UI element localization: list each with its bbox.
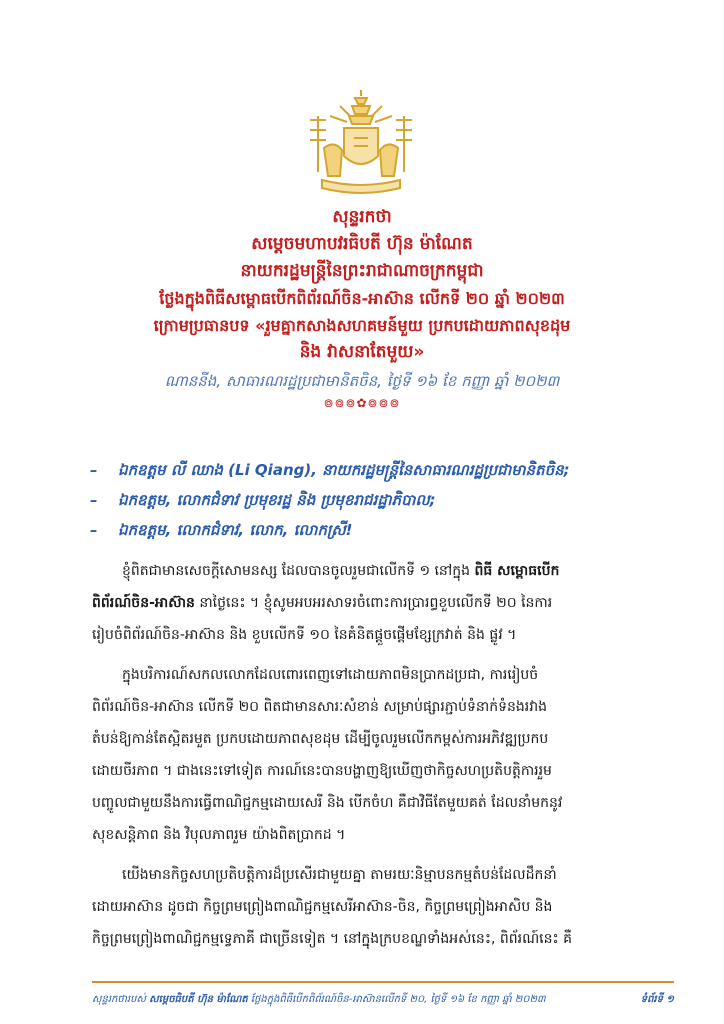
title-line-theme-end: និង វាសនាតែមួយ»: [299, 342, 425, 362]
paragraph-line: សុខសន្តិភាព និង វិបុលភាពរួម យ៉ាងពិតប្រាកដ ។: [92, 827, 346, 843]
paragraph-line: កិច្ចព្រមព្រៀងពាណិជ្ជកម្មទ្វេភាគី ជាច្រើនទៀត ។ នៅក្នុងក្របខណ្ឌទាំងអស់នេះ, ពិព័រណ៍នេះ គឺ: [92, 931, 572, 947]
salutation-text: ឯកឧត្តម, លោកជំទាវ ប្រមុខរដ្ឋ និង ប្រមុខរាជរដ្ឋាភិបាល;: [118, 491, 436, 509]
decorative-flourish: ៙៙៙✿៙៙៙: [323, 396, 401, 410]
salutation-dash: –: [90, 521, 98, 539]
title-line-speech: សុន្ទរកថា: [332, 207, 392, 227]
paragraph-2: [92, 659, 670, 851]
title-line-theme: ក្រោមប្រធានបទ «រួមគ្នាកសាងសហគមន៍មួយ ប្រកបដោយភាពសុខដុម: [153, 316, 571, 335]
title-line-speaker: សម្តេចមហាបវរធិបតី ហ៊ុន ម៉ាណែត: [251, 234, 473, 254]
salutation-text: ឯកឧត្តម, លោកជំទាវ, លោក, លោកស្រី!: [118, 521, 353, 539]
speech-body: [92, 555, 670, 963]
paragraph-line: ពិព័រណ៍ចិន-អាស៊ាន លើកទី ២០ ពិតជាមានសារៈសំខាន់ សម្រាប់ផ្សារភ្ជាប់ទំនាក់ទំនងរវាង: [92, 699, 547, 715]
text-run: នាថ្ងៃនេះ ។ ខ្ញុំសូមអបអរសាទរចំពោះការប្រារព្ធខួបលើកទី ២០ នៃការ: [194, 595, 553, 611]
title-line-position: នាយករដ្ឋមន្ត្រីនៃព្រះរាជាណាចក្រកម្ពុជា: [240, 261, 484, 281]
place-date-line: ណាននីង, សាធារណរដ្ឋប្រជាមានិតចិន, ថ្ងៃទី ១៦ ខែ កញ្ញា ឆ្នាំ ២០២៣: [164, 372, 560, 390]
salutation-dash: –: [90, 491, 98, 509]
bold-run: ពិព័រណ៍ចិន-អាស៊ាន: [92, 595, 195, 611]
text-run: ខ្ញុំពិតជាមានសេចក្តីសោមនស្ស ដែលបានចូលរួមជាលើកទី ១ នៅក្នុង: [122, 563, 471, 579]
paragraph-line: [92, 555, 670, 587]
paragraph-line: ក្នុងបរិការណ៍សកលលោកដែលពោរពេញទៅដោយភាពមិនប្រាកដប្រជា, ការរៀបចំ: [122, 667, 539, 683]
footer-prefix: សុន្ទរកថារបស់: [92, 993, 146, 1005]
paragraph-line: តំបន់ឱ្យកាន់តែស្អិតរមួត ប្រកបដោយភាពសុខដុម ដើម្បីចូលរួមលើកកម្ពស់ការអភិវឌ្ឍប្រកប: [92, 731, 549, 747]
footer-event: ថ្លែងក្នុងពិធីបើកពិព័រណ៍ចិន-អាស៊ានលើកទី ២០, ថ្ងៃទី ១៦ ខែ កញ្ញា ឆ្នាំ ២០២៣: [250, 993, 546, 1005]
salutation-item: [90, 515, 690, 545]
salutation-item: [90, 455, 690, 485]
paragraph-line: ដោយចីរភាព ។ ជាងនេះទៅទៀត ការណ៍នេះបានបង្ហាញឱ្យឃើញថាកិច្ចសហប្រតិបត្តិការរួម: [92, 763, 552, 779]
speech-title-block: [40, 204, 684, 412]
paragraph-line: បញ្ចូលជាមួយនឹងការធ្វើពាណិជ្ជកម្មដោយសេរី និង បើកចំហ គឺជាវិធីតែមួយគត់ ដែលនាំមកនូវ: [92, 795, 563, 811]
footer-divider: [92, 981, 674, 983]
salutation-text: ឯកឧត្តម លី ឈាង (Li Qiang), នាយករដ្ឋមន្ត្រីនៃសាធារណរដ្ឋប្រជាមានិតចិន;: [118, 461, 570, 479]
salutation-item: [90, 485, 690, 515]
salutation-dash: –: [90, 461, 98, 479]
paragraph-line: យើងមានកិច្ចសហប្រតិបត្តិការដ៏ប្រសើរជាមួយគ្នា តាមរយៈនិម្មាបនកម្មតំបន់ដែលដឹកនាំ: [122, 867, 557, 883]
title-line-event: ថ្លែងក្នុងពិធីសម្ពោធបើកពិព័រណ៍ចិន-អាស៊ាន លើកទី ២០ ឆ្នាំ ២០២៣: [159, 289, 565, 308]
bold-run: ពិធី សម្ពោធបើក: [474, 563, 560, 579]
footer-speaker: សម្តេចធិបតី ហ៊ុន ម៉ាណែត: [149, 993, 248, 1005]
paragraph-line: រៀបចំពិព័រណ៍ចិន-អាស៊ាន និង ខួបលើកទី ១០ នៃគំនិតផ្តួចផ្តើមខ្សែក្រវាត់ និង ផ្លូវ ។: [92, 627, 517, 643]
paragraph-3: [92, 859, 670, 955]
paragraph-line: [92, 587, 670, 619]
page-footer: [92, 990, 674, 1008]
page-number: ទំព័រទី ១: [640, 993, 674, 1005]
salutation-list: [90, 455, 690, 545]
footer-caption: [92, 992, 546, 1007]
royal-arms-emblem-icon: [300, 86, 422, 198]
paragraph-line: ដោយអាស៊ាន ដូចជា កិច្ចព្រមព្រៀងពាណិជ្ជកម្មសេរីអាស៊ាន-ចិន, កិច្ចព្រមព្រៀងអាសិប និង: [92, 899, 553, 915]
paragraph-1: [92, 555, 670, 651]
